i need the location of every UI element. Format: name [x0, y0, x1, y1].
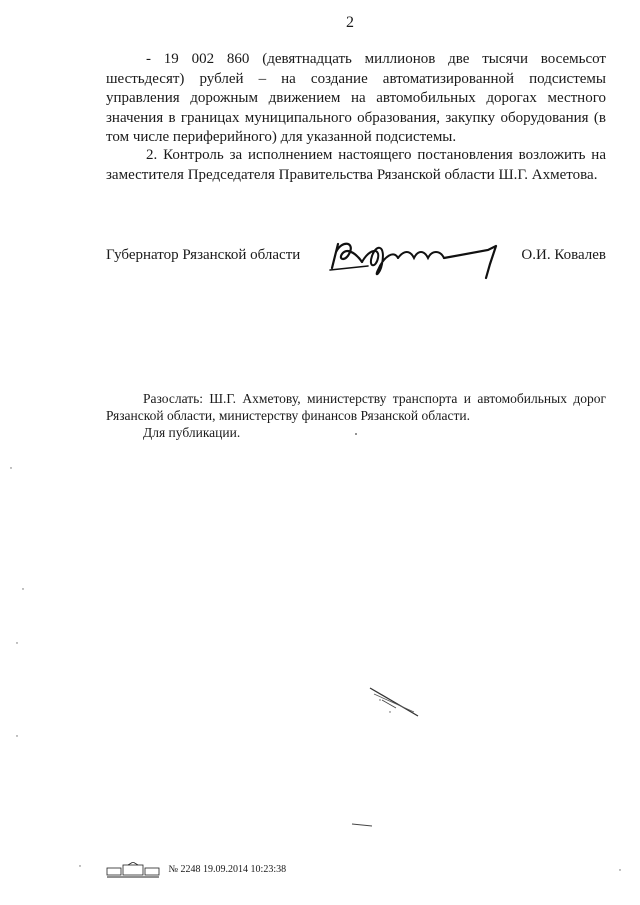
- page-number: 2: [346, 14, 354, 31]
- registration-footer: [106, 862, 286, 882]
- paragraph-funding: - 19 002 860 (девятнадцать миллионов две тысячи восемьсот шестьдесят) рублей – на создание автоматизированной подсистемы управления дорожным движением на автомобильных дорогах местного значения в границах муниципального образования, закупку оборудования (в том числе периферийного) для указанной подсистемы.: [106, 51, 606, 145]
- registration-stamp: № 2248 19.09.2014 10:23:38: [168, 864, 287, 875]
- paragraph-control: 2. Контроль за исполнением настоящего постановления возложить на заместителя Председателя Правительства Рязанской области Ш.Г. Ахметова.: [106, 147, 606, 183]
- publication-note: Для публикации.: [143, 425, 241, 440]
- handwritten-signature: [328, 234, 506, 280]
- governor-name: О.И. Ковалев: [521, 247, 606, 263]
- distribution-text: Разослать: Ш.Г. Ахметову, министерству транспорта и автомобильных дорог Рязанской области, министерству финансов Рязанской области.: [106, 391, 606, 423]
- governor-title: Губернатор Рязанской области: [106, 247, 301, 263]
- distribution-list: [106, 390, 606, 441]
- registry-logo-icon: [106, 862, 162, 878]
